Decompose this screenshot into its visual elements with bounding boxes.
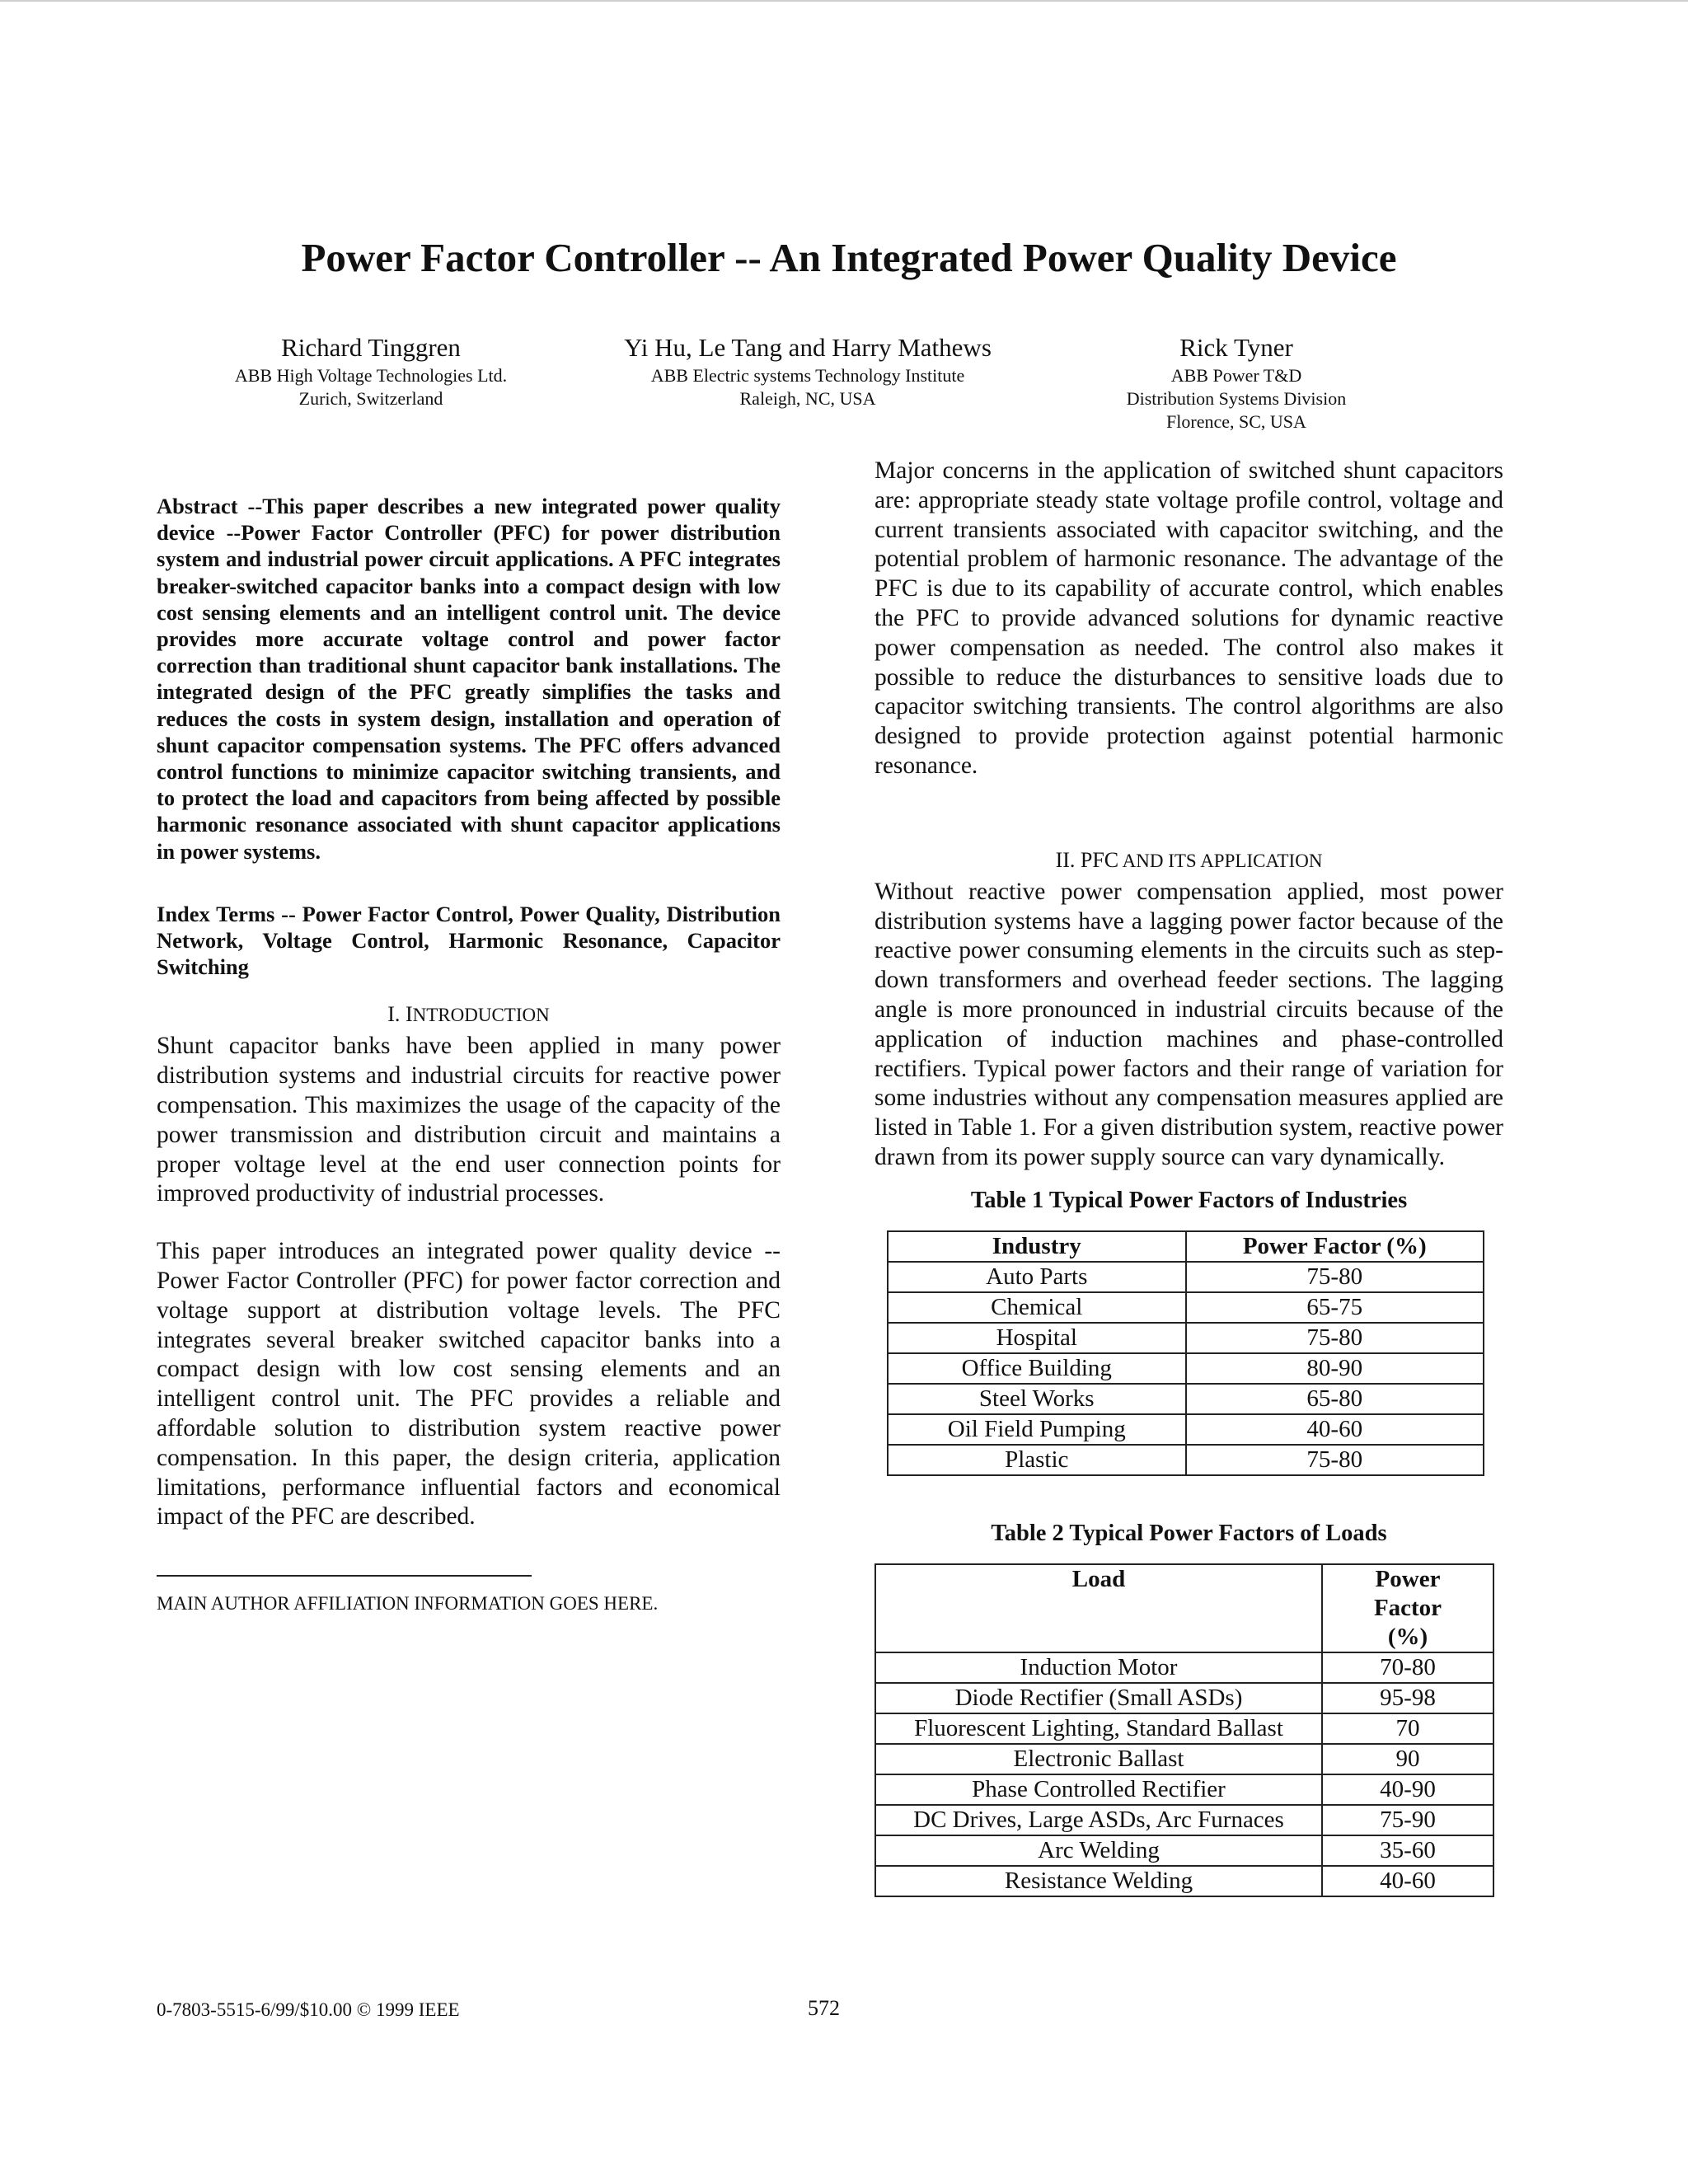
table-cell: 75-80 <box>1186 1445 1484 1475</box>
table-cell: 70-80 <box>1322 1652 1493 1683</box>
author-affiliation: ABB High Voltage Technologies Ltd. <box>234 365 508 386</box>
author-affiliation: Distribution Systems Division <box>1126 388 1347 409</box>
paragraph: Shunt capacitor banks have been applied in many power distribution systems and industrial circuits for reactive power compensation. This maximizes the usage of the capacity of the power transmission and distribution circuit and maintains a proper voltage level at the end user connection points for improved productivity of industrial processes. <box>157 1033 781 1207</box>
column-header-line: Power <box>1375 1565 1441 1592</box>
table-cell: 75-80 <box>1186 1262 1484 1292</box>
author-name: Yi Hu, Le Tang and Harry Mathews <box>624 333 992 362</box>
abstract: Abstract --This paper describes a new integrated power quality device --Power Factor Controller (PFC) for power distribution system and industrial power circuit applications. A PFC integrates breaker-switched capacitor banks into a compact design with low cost sensing elements and an intelligent control unit. The device provides more accurate voltage control and power factor correction than traditional shunt capacitor bank installations. The integrated design of the PFC greatly simplifies the tasks and reduces the costs in system design, installation and operation of shunt capacitor compensation systems. The PFC offers advanced control functions to minimize capacitor switching transients, and to protect the load and capacitors from being affected by possible harmonic resonance associated with shunt capacitor applications in power systems. <box>157 494 781 864</box>
table-cell: Fluorescent Lighting, Standard Ballast <box>875 1713 1322 1744</box>
page-number: 572 <box>808 1996 840 2020</box>
table-cell: Diode Rectifier (Small ASDs) <box>875 1683 1322 1713</box>
table-cell: Chemical <box>888 1292 1186 1323</box>
footnote-rule <box>157 1575 532 1577</box>
table-cell: Arc Welding <box>875 1835 1322 1866</box>
table-row <box>888 1384 1484 1414</box>
table-row <box>875 1835 1493 1866</box>
table-header-row <box>888 1231 1484 1262</box>
section-number: I. <box>387 1002 401 1027</box>
table-cell: 65-80 <box>1186 1384 1484 1414</box>
column-header-line: Factor <box>1373 1594 1442 1621</box>
table-industry-power-factors <box>887 1230 1484 1476</box>
paragraph: Major concerns in the application of switched shunt capacitors are: appropriate steady state voltage profile control, voltage and current transients associated with capacitor switching, and the potential problem of harmonic resonance. The advantage of the PFC is due to its capability of accurate control, which enables the PFC to provide advanced solutions for dynamic reactive power compensation as needed. The control also makes it possible to reduce the disturbances to sensitive loads due to capacitor switching transients. The control algorithms are also designed to provide protection against potential harmonic resonance. <box>874 457 1503 779</box>
table-cell: 40-60 <box>1186 1414 1484 1445</box>
author-block-1 <box>198 331 544 410</box>
section-title-initial: I <box>405 1002 413 1027</box>
author-affiliation: Raleigh, NC, USA <box>739 388 876 409</box>
author-affiliation: Zurich, Switzerland <box>298 388 443 409</box>
table-header-row <box>875 1564 1493 1652</box>
table-cell: Oil Field Pumping <box>888 1414 1186 1445</box>
table-row <box>875 1683 1493 1713</box>
column-header-line: (%) <box>1387 1623 1428 1650</box>
column-header <box>1322 1564 1493 1652</box>
table-load-power-factors <box>874 1563 1494 1897</box>
paper-title: Power Factor Controller -- An Integrated Power Quality Device <box>301 235 1397 280</box>
table-cell: 75-90 <box>1322 1805 1493 1835</box>
section-heading-pfc-application <box>874 844 1503 878</box>
section-title-rest: AND ITS APPLICATION <box>1118 850 1323 871</box>
paragraph: This paper introduces an integrated power quality device -- Power Factor Controller (PFC) for power factor correction and voltage support at distribution voltage levels. The PFC integrates several breaker switched capacitor banks into a compact design with low cost sensing elements and an intelligent control unit. The PFC provides a reliable and affordable solution to distribution system reactive power compensation. In this paper, the design criteria, application limitations, performance influential factors and economical impact of the PFC are described. <box>157 1238 781 1530</box>
table-cell: Plastic <box>888 1445 1186 1475</box>
author-block-2 <box>593 331 1022 410</box>
table-cell: DC Drives, Large ASDs, Arc Furnaces <box>875 1805 1322 1835</box>
table-row <box>888 1323 1484 1353</box>
table-row <box>888 1262 1484 1292</box>
table-cell: 95-98 <box>1322 1683 1493 1713</box>
left-column <box>157 493 781 1616</box>
author-affiliation: ABB Power T&D <box>1170 365 1302 386</box>
author-block-3 <box>1080 331 1393 434</box>
table-row <box>888 1414 1484 1445</box>
table-cell: Office Building <box>888 1353 1186 1384</box>
top-border <box>0 0 1688 2</box>
table-row <box>875 1866 1493 1896</box>
right-column <box>874 457 1503 1897</box>
column-header: Load <box>875 1564 1322 1652</box>
author-affiliation: ABB Electric systems Technology Institute <box>650 365 965 386</box>
table-row <box>888 1292 1484 1323</box>
author-name: Richard Tinggren <box>281 333 461 362</box>
table2-caption: Table 2 Typical Power Factors of Loads <box>991 1520 1387 1546</box>
author-affiliation: Florence, SC, USA <box>1166 411 1306 432</box>
table-row <box>875 1744 1493 1774</box>
table1-caption: Table 1 Typical Power Factors of Industries <box>970 1187 1408 1213</box>
table-cell: 80-90 <box>1186 1353 1484 1384</box>
table-row <box>888 1445 1484 1475</box>
section-heading-introduction <box>157 998 781 1032</box>
column-header: Industry <box>888 1231 1186 1262</box>
table-cell: Electronic Ballast <box>875 1744 1322 1774</box>
index-terms: Index Terms -- Power Factor Control, Power Quality, Distribution Network, Voltage Control, Harmonic Resonance, Capacitor Switching <box>157 901 781 980</box>
table-row <box>875 1652 1493 1683</box>
column-header: Power Factor (%) <box>1186 1231 1484 1262</box>
table-cell: Induction Motor <box>875 1652 1322 1683</box>
table-cell: 40-90 <box>1322 1774 1493 1805</box>
paragraph: Without reactive power compensation applied, most power distribution systems have a lagging power factor because of the reactive power consuming elements in the circuits such as step-down transformers and overhead feeder sections. The lagging angle is more pronounced in industrial circuits because of the application of induction machines and phase-controlled rectifiers. Typical power factors and their range of variation for some industries without any compensation measures applied are listed in Table 1. For a given distribution system, reactive power drawn from its power supply source can vary dynamically. <box>874 878 1503 1170</box>
table-cell: Auto Parts <box>888 1262 1186 1292</box>
table-cell: Phase Controlled Rectifier <box>875 1774 1322 1805</box>
table-cell: 35-60 <box>1322 1835 1493 1866</box>
table-row <box>875 1713 1493 1744</box>
section-number: II. <box>1055 847 1076 872</box>
section-title-rest: NTRODUCTION <box>412 1005 550 1026</box>
table-cell: 75-80 <box>1186 1323 1484 1353</box>
table-row <box>875 1774 1493 1805</box>
copyright-line: 0-7803-5515-6/99/$10.00 © 1999 IEEE <box>157 1999 460 2020</box>
footnote: MAIN AUTHOR AFFILIATION INFORMATION GOES HERE. <box>157 1593 659 1615</box>
section-title-acronym: PFC <box>1080 847 1119 872</box>
table-cell: 70 <box>1322 1713 1493 1744</box>
table-row <box>875 1805 1493 1835</box>
table-cell: 90 <box>1322 1744 1493 1774</box>
table-cell: 40-60 <box>1322 1866 1493 1896</box>
table-cell: Hospital <box>888 1323 1186 1353</box>
table-cell: Steel Works <box>888 1384 1186 1414</box>
table-row <box>888 1353 1484 1384</box>
table-cell: Resistance Welding <box>875 1866 1322 1896</box>
table-cell: 65-75 <box>1186 1292 1484 1323</box>
author-name: Rick Tyner <box>1179 333 1293 362</box>
